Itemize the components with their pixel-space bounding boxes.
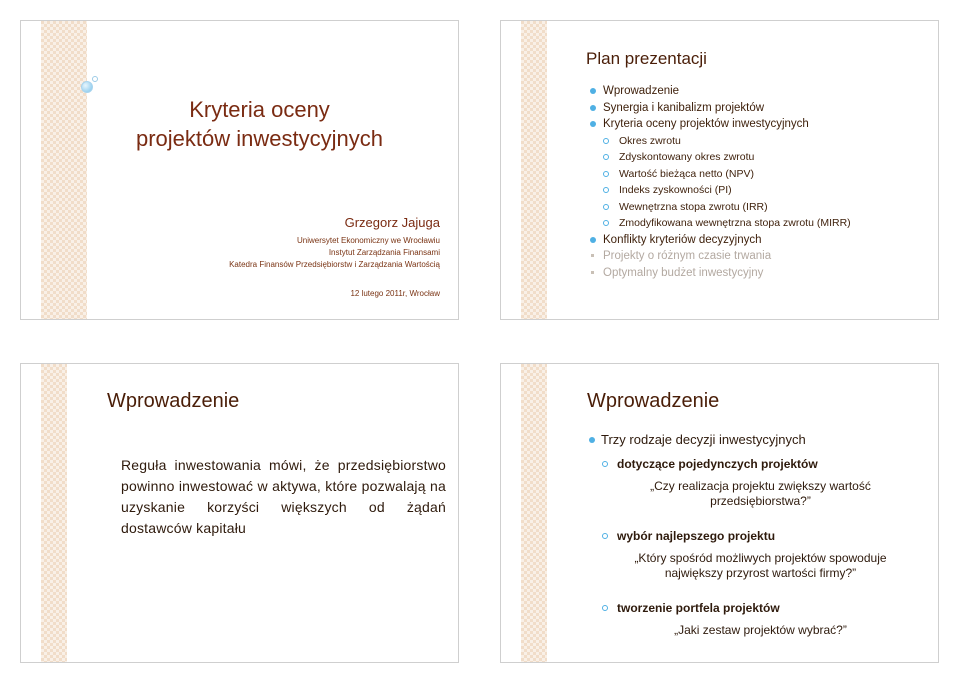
agenda-item-dimmed: Projekty o różnym czasie trwania (589, 248, 928, 265)
investment-rule-text: Reguła inwestowania mówi, że przedsiębiorstwo powinno inwestować w aktywa, które pozwalają na uzyskanie korzyści większych od żądań dostawców kapitału (121, 457, 446, 536)
affiliation-institute: Instytut Zarządzania Finansami (328, 248, 440, 257)
slide-decoration-stripe (521, 21, 547, 319)
presentation-date: 12 lutego 2011r, Wrocław (350, 289, 440, 298)
agenda-list (589, 83, 928, 281)
presentation-title-line2: projektów inwestycyjnych (136, 126, 383, 151)
presentation-title (81, 95, 438, 153)
slide-decoration-stripe (41, 364, 67, 662)
slide-title-page (20, 20, 459, 320)
decision-question-best-line2: największy przyrost wartości firmy?” (664, 566, 857, 580)
decision-question-portfolio: „Jaki zestaw projektów wybrać?” (674, 623, 847, 637)
affiliation-department: Katedra Finansów Przedsiębiorstw i Zarządzania Wartością (229, 260, 440, 269)
agenda-subitem: Indeks zyskowności (PI) (589, 182, 928, 199)
decision-type-single: dotyczące pojedynczych projektów (587, 456, 924, 472)
agenda-subitem: Okres zwrotu (589, 133, 928, 150)
slide-title: Wprowadzenie (587, 390, 720, 412)
slide-title: Wprowadzenie (107, 390, 240, 412)
agenda-subitem: Wewnętrzna stopa zwrotu (IRR) (589, 199, 928, 216)
agenda-item: Synergia i kanibalizm projektów (589, 100, 928, 117)
bubble-decoration-icon (81, 81, 93, 93)
slide-decoration-stripe (521, 364, 547, 662)
slide-introduction-decisions (500, 363, 939, 663)
affiliation-university: Uniwersytet Ekonomiczny we Wrocławiu (296, 236, 440, 245)
decision-type-best: wybór najlepszego projektu (587, 528, 924, 544)
decision-question-best-line1: „Który spośród możliwych projektów spowoduje (634, 551, 887, 565)
slide-introduction-rule (20, 363, 459, 663)
agenda-item: Konflikty kryteriów decyzyjnych (589, 232, 928, 249)
decision-question-single-line1: „Czy realizacja projektu zwiększy wartość (650, 479, 871, 493)
decision-type-portfolio: tworzenie portfela projektów (587, 600, 924, 616)
agenda-subitem: Wartość bieżąca netto (NPV) (589, 166, 928, 183)
decision-types (587, 431, 924, 638)
agenda-subitem: Zmodyfikowana wewnętrzna stopa zwrotu (MIRR) (589, 215, 928, 232)
decision-question-single-line2: przedsiębiorstwa?” (710, 494, 811, 508)
slide-title: Plan prezentacji (586, 49, 707, 68)
agenda-item-dimmed: Optymalny budżet inwestycyjny (589, 265, 928, 282)
author-name: Grzegorz Jajuga (344, 215, 440, 230)
slide-agenda (500, 20, 939, 320)
agenda-item: Kryteria oceny projektów inwestycyjnych (589, 116, 928, 133)
author-block (229, 215, 440, 271)
agenda-subitem: Zdyskontowany okres zwrotu (589, 149, 928, 166)
presentation-title-line1: Kryteria oceny (189, 97, 330, 122)
decision-types-heading: Trzy rodzaje decyzji inwestycyjnych (587, 431, 924, 449)
bubble-decoration-small-icon (92, 76, 98, 82)
slide-decoration-stripe (41, 21, 87, 319)
agenda-item: Wprowadzenie (589, 83, 928, 100)
